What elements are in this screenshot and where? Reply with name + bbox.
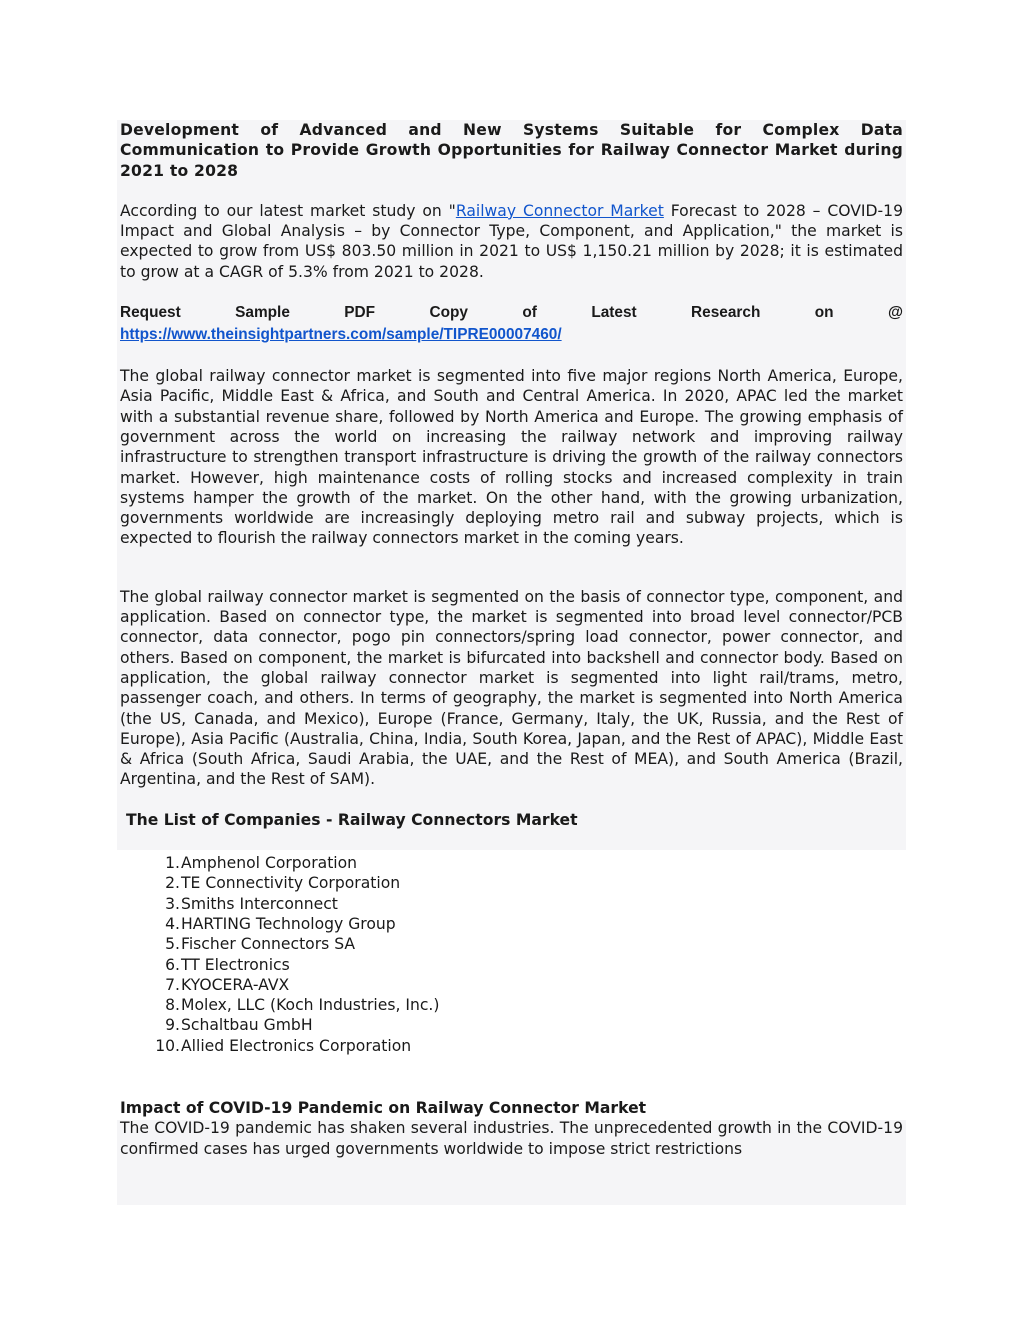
document-heading: Development of Advanced and New Systems Suitable for Complex Data Communication to Provide Growth Opportunities for Railway Connector Market during 2021 to 2028 — [120, 121, 903, 180]
company-list-item: 9. Schaltbau GmbH — [165, 1016, 313, 1035]
segments-paragraph: The global railway connector market is segmented on the basis of connector type, component, and application. Based on connector type, the market is segmented into broad level connector/PCB connector, data connector, pogo pin connectors/spring load connector, power connector, and others. Based on component, the market is bifurcated into backshell and connector body. Based on application, the global railway connector market is segmented into light rail/trams, metro, passenger coach, and others. In terms of geography, the market is segmented into North America (the US, Canada, and Mexico), Europe (France, Germany, Italy, the UK, Russia, and the Rest of Europe), Asia Pacific (Australia, China, India, South Korea, Japan, and the Rest of APAC), Middle East & Africa (South Africa, Saudi Arabia, the UAE, and the Rest of MEA), and South America (Brazil, Argentina, and the Rest of SAM). — [120, 587, 903, 789]
intro-paragraph — [120, 201, 903, 282]
company-list-item: 3. Smiths Interconnect — [165, 894, 338, 913]
sample-request-link[interactable]: https://www.theinsightpartners.com/sample/TIPRE00007460/ — [120, 326, 562, 344]
companies-list-title: The List of Companies - Railway Connectors Market — [126, 810, 578, 829]
company-list-item: 7. KYOCERA-AVX — [165, 975, 290, 994]
regions-paragraph: The global railway connector market is segmented into five major regions North America, Europe, Asia Pacific, Middle East & Africa, and South and Central America. In 2020, APAC led the market with a substantial revenue share, followed by North America and Europe. The growing emphasis of government across the world on increasing the railway network and improving railway infrastructure to strengthen transport infrastructure is driving the growth of the railway connectors market. However, high maintenance costs of rolling stocks and increased complexity in train systems hamper the growth of the market. On the other hand, with the growing urbanization, governments worldwide are increasingly deploying metro rail and subway projects, which is expected to flourish the railway connectors market in the coming years. — [120, 367, 903, 548]
request-sample-url-line — [120, 324, 903, 346]
document-body — [120, 120, 903, 1159]
companies-list — [120, 853, 903, 1056]
company-list-item: 10. Allied Electronics Corporation — [155, 1036, 412, 1055]
company-list-item: 5. Fischer Connectors SA — [165, 935, 356, 954]
company-list-item: 4. HARTING Technology Group — [165, 914, 396, 933]
company-list-item: 6. TT Electronics — [165, 955, 290, 974]
request-sample-text: Request Sample PDF Copy of Latest Research on @ — [120, 304, 903, 322]
covid-paragraph: The COVID-19 pandemic has shaken several industries. The unprecedented growth in the COVID-19 confirmed cases has urged governments worldwide to impose strict restrictions — [120, 1119, 903, 1158]
company-list-item: 2. TE Connectivity Corporation — [165, 874, 401, 893]
company-list-item: 8. Molex, LLC (Koch Industries, Inc.) — [165, 996, 440, 1015]
company-list-item: 1. Amphenol Corporation — [165, 854, 358, 873]
railway-connector-market-link[interactable]: Railway Connector Market — [455, 201, 664, 220]
intro-text-after: Forecast to 2028 – COVID-19 Impact and Global Analysis – by Connector Type, Component, and Application," the market is expected to grow from US$ 803.50 million in 2021 to US$ 1,150.21 million by 2028; it is estimated to grow at a CAGR of 5.3% from 2021 to 2028. — [120, 201, 903, 281]
intro-text-before: According to our latest market study on " — [120, 201, 456, 220]
covid-heading: Impact of COVID-19 Pandemic on Railway Connector Market — [120, 1098, 647, 1117]
